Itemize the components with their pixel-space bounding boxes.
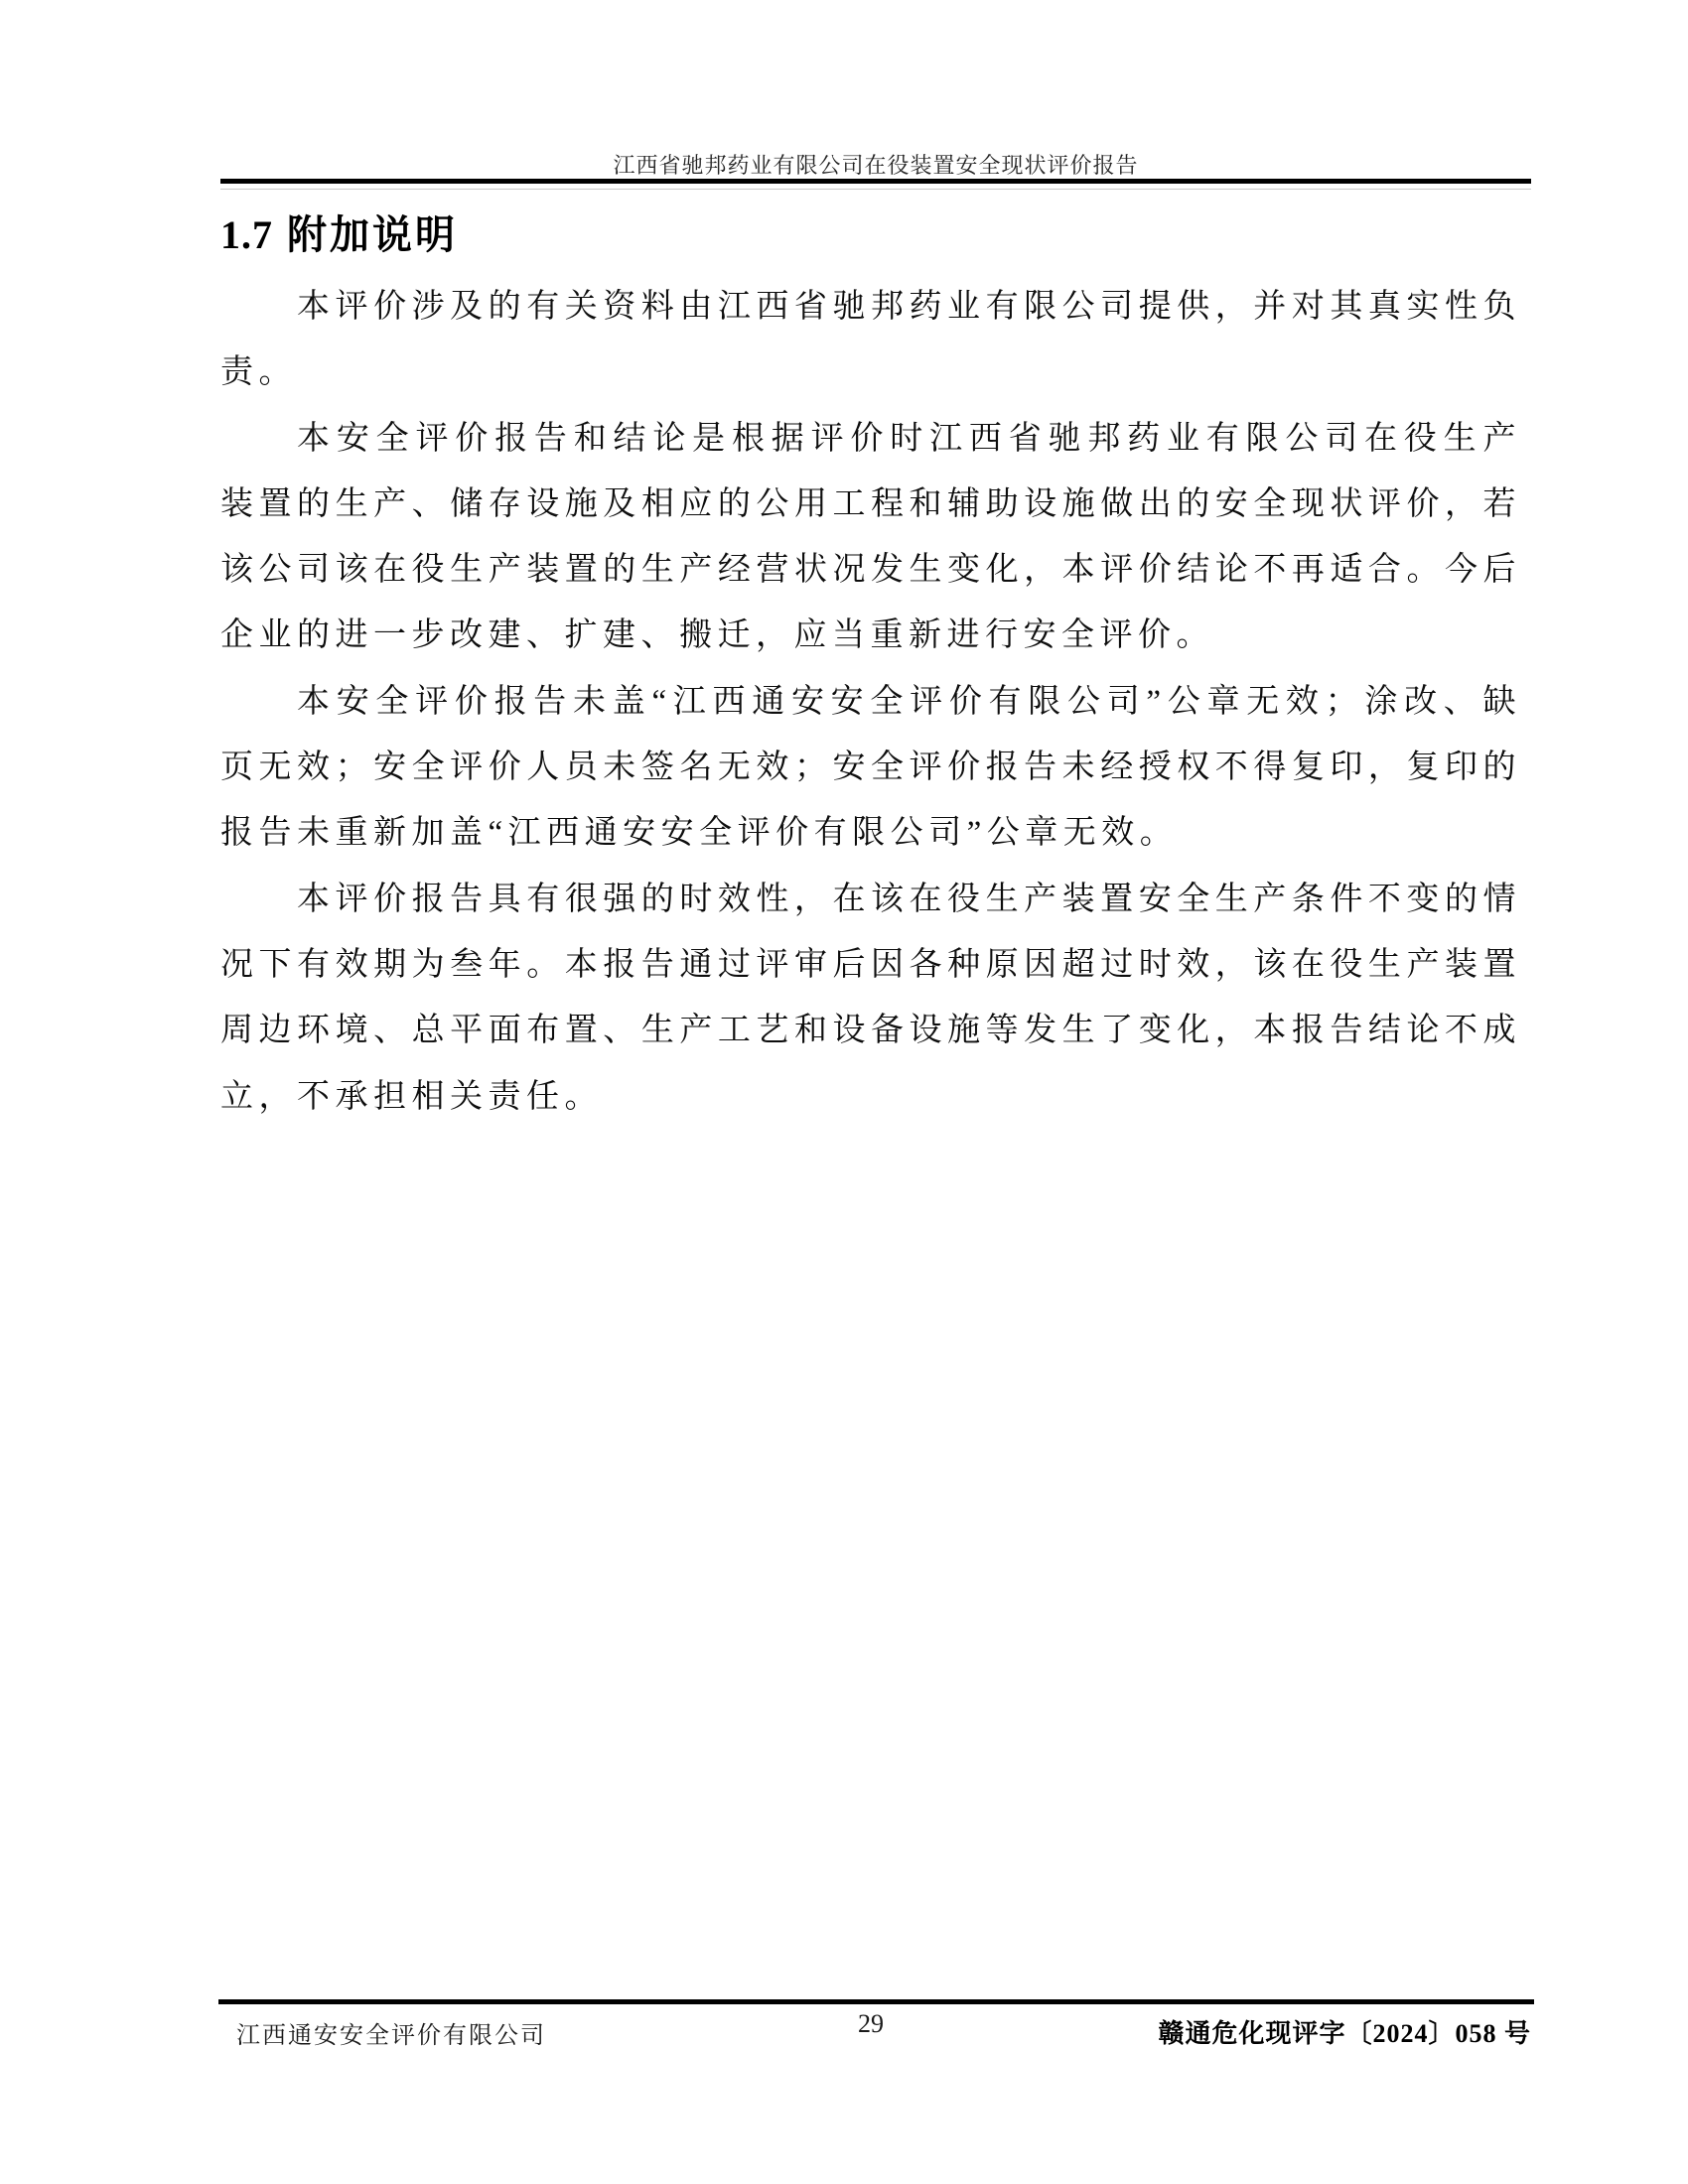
section-heading [220,204,458,260]
body-line: 本安全评价报告和结论是根据评价时江西省驰邦药业有限公司在役生产 [297,420,1521,457]
paragraph [220,669,1521,867]
footer-company-name: 江西通安安全评价有限公司 [236,2023,546,2049]
body-line: 本安全评价报告未盖“江西通安安全评价有限公司”公章无效；涂改、缺 [297,683,1521,720]
footer-document-number: 赣通危化现评字〔2024〕058 号 [1158,2019,1531,2048]
body-line: 装置的生产、储存设施及相应的公用工程和辅助设施做出的安全现状评价，若 [220,485,1521,522]
paragraph [220,406,1521,669]
paragraph [220,867,1521,1130]
body-line: 况下有效期为叁年。本报告通过评审后因各种原因超过时效，该在役生产装置 [220,946,1521,983]
body-line: 页无效；安全评价人员未签名无效；安全评价报告未经授权不得复印，复印的 [220,750,1521,786]
header-title: 江西省驰邦药业有限公司在役装置安全现状评价报告 [613,153,1139,178]
body-line: 责。 [220,354,297,391]
document-paragraphs [220,274,1521,1130]
body-line: 本评价涉及的有关资料由江西省驰邦药业有限公司提供，并对其真实性负 [297,289,1521,325]
footer-page-number: 29 [858,2009,884,2038]
body-line: 企业的进一步改建、扩建、搬迁，应当重新进行安全评价。 [220,617,1214,654]
paragraph [220,274,1521,406]
body-line: 本评价报告具有很强的时效性，在该在役生产装置安全生产条件不变的情 [297,881,1521,917]
header-rule-thin [220,189,1531,190]
section-number: 1.7 [220,212,273,257]
section-title: 附加说明 [287,212,458,257]
body-line: 该公司该在役生产装置的生产经营状况发生变化，本评价结论不再适合。今后 [220,552,1521,589]
body-line: 报告未重新加盖“江西通安安全评价有限公司”公章无效。 [220,815,1179,852]
header-rule [220,179,1531,184]
footer-rule [218,1999,1534,2004]
body-line: 周边环境、总平面布置、生产工艺和设备设施等发生了变化，本报告结论不成 [220,1013,1521,1049]
body-line: 立，不承担相关责任。 [220,1078,603,1115]
